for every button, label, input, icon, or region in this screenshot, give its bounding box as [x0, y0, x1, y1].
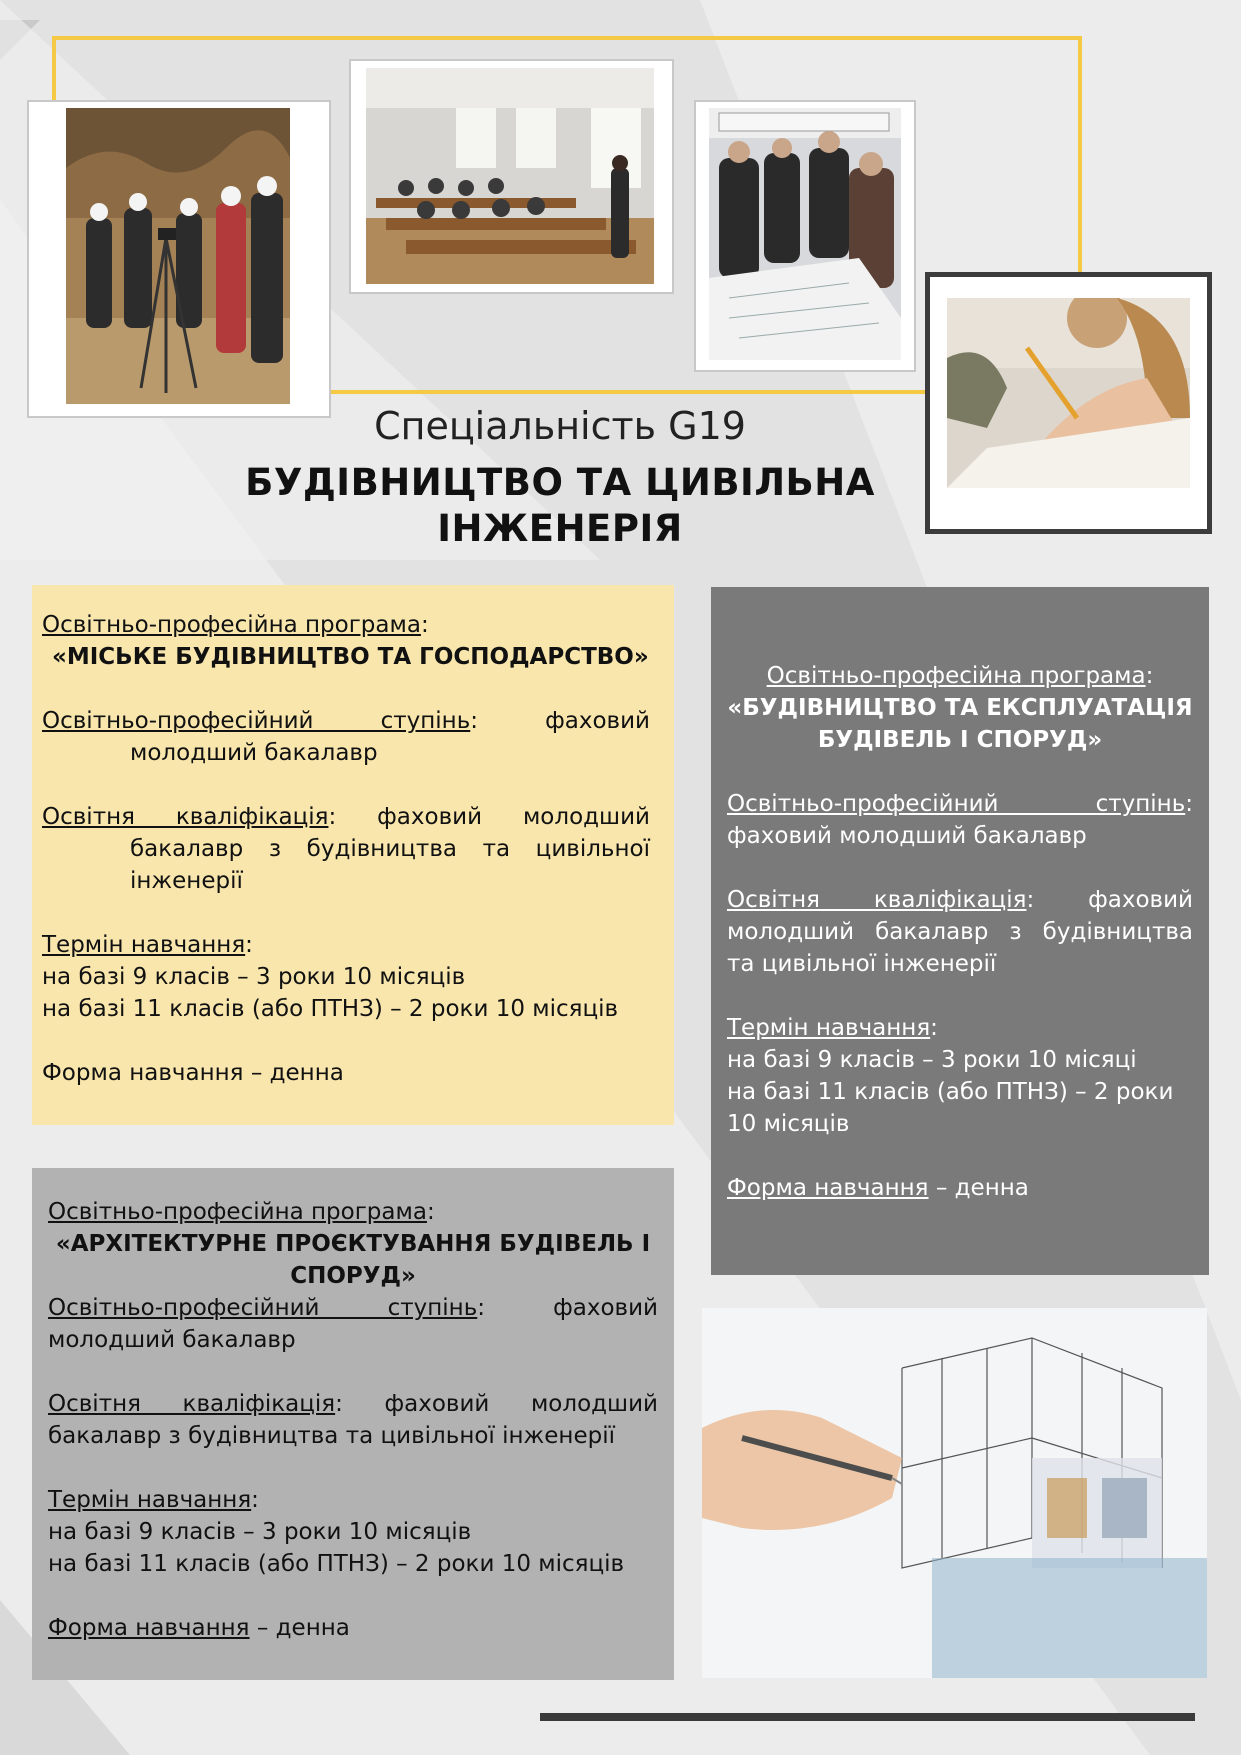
program-name-line2: БУДІВЕЛЬ І СПОРУД» — [817, 727, 1103, 753]
program-panel-architectural-design: Освітньо-професійна програма: «АРХІТЕКТУРНЕ ПРОЄКТУВАННЯ БУДІВЕЛЬ І СПОРУД» Освітньо-професійний ступінь: фаховий молодший бакалавр Освітня кваліфікація: фаховий молодший бакалавр з будівництва та цивільної інженерії Термін навчання: на базі 9 класів – 3 роки 10 місяців на базі 11 класів (або ПТНЗ) – 2 роки 10 місяців Форма навчання – денна — [32, 1168, 674, 1680]
photo-classroom — [366, 68, 654, 284]
program-name-line2: СПОРУД» — [290, 1263, 416, 1289]
degree-label: Освітньо-професійний ступінь — [42, 708, 471, 734]
term-line-11: на базі 11 класів (або ПТНЗ) – 2 роки 10 місяців — [42, 996, 619, 1022]
qualification-value-cont: бакалавр з будівництва та цивільної — [130, 836, 650, 862]
term-line-9: на базі 9 класів – 3 роки 10 місяців — [42, 964, 466, 990]
qualification-value-end: та цивільної інженерії — [727, 951, 997, 977]
photo-student-writing — [947, 298, 1190, 488]
degree-label: Освітньо-професійний ступінь — [48, 1295, 478, 1321]
term-label: Термін навчання — [727, 1015, 931, 1041]
program-panel-building-operation: Освітньо-професійна програма: «БУДІВНИЦТВО ТА ЕКСПЛУАТАЦІЯ БУДІВЕЛЬ І СПОРУД» Освітньо-професійний ступінь: фаховий молодший бакалавр Освітня кваліфікація: фаховий молодший бакалавр з будівництва та цивільної інженерії Термін навчання: на базі 9 класів – 3 роки 10 місяці на базі 11 класів (або ПТНЗ) – 2 роки 10 місяців Форма навчання – денна — [711, 587, 1209, 1275]
footer-divider — [540, 1713, 1195, 1721]
qualification-label: Освітня кваліфікація — [48, 1391, 336, 1417]
degree-value-cont: молодший бакалавр — [48, 1327, 296, 1353]
program-panel-urban-construction: Освітньо-професійна програма: «МІСЬКЕ БУДІВНИЦТВО ТА ГОСПОДАРСТВО» Освітньо-професійний ступінь: фаховий молодший бакалавр Освітня кваліфікація: фаховий молодший бакалавр з будівництва та цивільної інженерії Термін навчання: на базі 9 класів – 3 роки 10 місяців на базі 11 класів (або ПТНЗ) – 2 роки 10 місяців Форма навчання – денна — [32, 585, 674, 1125]
degree-value: фаховий — [545, 708, 651, 734]
term-line-11: на базі 11 класів (або ПТНЗ) – 2 роки — [727, 1079, 1174, 1105]
term-line-9: на базі 9 класів – 3 роки 10 місяці — [727, 1047, 1137, 1073]
specialty-title — [170, 460, 950, 552]
degree-value-cont: молодший бакалавр — [130, 740, 378, 766]
form-value: – денна — [928, 1175, 1029, 1201]
program-label: Освітньо-професійна програма — [766, 663, 1146, 689]
form-label: Форма навчання — [727, 1175, 929, 1201]
photo-architectural-sketch — [702, 1308, 1207, 1678]
qualification-value-cont: молодший бакалавр з будівництва — [727, 919, 1193, 945]
degree-label: Освітньо-професійний ступінь — [727, 791, 1186, 817]
qualification-value-cont: бакалавр з будівництва та цивільної інженерії — [48, 1423, 615, 1449]
qualification-value: фаховий молодший — [384, 1391, 658, 1417]
photo-survey-students — [66, 108, 290, 404]
term-line-11: на базі 11 класів (або ПТНЗ) – 2 роки 10 місяців — [48, 1551, 625, 1577]
form-value: – денна — [249, 1615, 350, 1641]
degree-value: фаховий — [553, 1295, 659, 1321]
program-label: Освітньо-професійна програма — [48, 1199, 427, 1225]
form-label: Форма навчання — [48, 1615, 250, 1641]
qualification-label: Освітня кваліфікація — [42, 804, 329, 830]
term-line-11-cont: 10 місяців — [727, 1111, 850, 1137]
degree-value: фаховий молодший бакалавр — [727, 823, 1087, 849]
program-label: Освітньо-професійна програма — [42, 612, 421, 638]
specialty-title-line1: БУДІВНИЦТВО ТА ЦИВІЛЬНА — [245, 461, 875, 504]
term-line-9: на базі 9 класів – 3 роки 10 місяців — [48, 1519, 472, 1545]
program-name-line1: «БУДІВНИЦТВО ТА ЕКСПЛУАТАЦІЯ — [727, 695, 1193, 721]
photo-students-drawings — [709, 108, 901, 360]
specialty-code: Спеціальність G19 — [374, 404, 746, 448]
qualification-label: Освітня кваліфікація — [727, 887, 1027, 913]
specialty-title-line2: ІНЖЕНЕРІЯ — [437, 507, 683, 550]
qualification-value: фаховий — [1088, 887, 1193, 913]
qualification-value: фаховий молодший — [377, 804, 650, 830]
study-form: Форма навчання – денна — [42, 1060, 344, 1086]
term-label: Термін навчання — [48, 1487, 252, 1513]
program-name-line1: «АРХІТЕКТУРНЕ ПРОЄКТУВАННЯ БУДІВЕЛЬ І — [55, 1231, 651, 1257]
program-name: «МІСЬКЕ БУДІВНИЦТВО ТА ГОСПОДАРСТВО» — [52, 644, 649, 670]
qualification-value-end: інженерії — [130, 868, 243, 894]
term-label: Термін навчання — [42, 932, 246, 958]
